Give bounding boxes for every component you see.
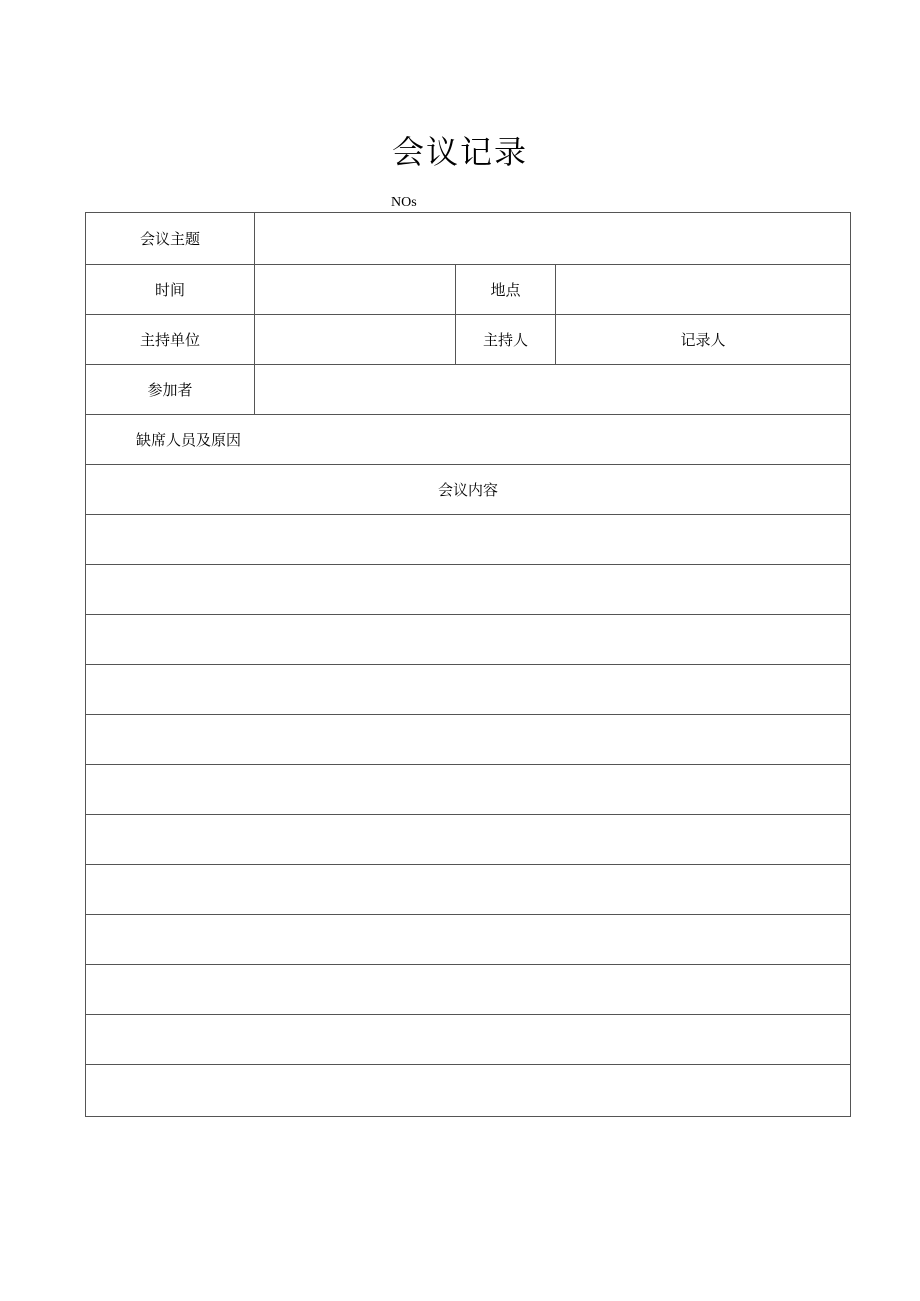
host-unit-field[interactable] <box>255 315 456 365</box>
attendees-row <box>86 365 851 415</box>
time-field[interactable] <box>255 265 456 315</box>
content-line-field[interactable] <box>86 765 851 815</box>
document-title: 会议记录 <box>391 133 528 171</box>
content-line <box>86 715 851 765</box>
host-unit-label: 主持单位 <box>86 315 255 365</box>
absentees-row <box>86 415 851 465</box>
location-label: 地点 <box>456 265 556 315</box>
content-line-field[interactable] <box>86 715 851 765</box>
content-line-field[interactable] <box>86 865 851 915</box>
content-line-field[interactable] <box>86 1065 851 1117</box>
host-row <box>86 315 851 365</box>
content-line-field[interactable] <box>86 615 851 665</box>
content-line <box>86 815 851 865</box>
time-location-row <box>86 265 851 315</box>
content-line <box>86 965 851 1015</box>
topic-row <box>86 213 851 265</box>
location-field[interactable] <box>556 265 851 315</box>
content-line-field[interactable] <box>86 915 851 965</box>
topic-field[interactable] <box>255 213 851 265</box>
time-label: 时间 <box>86 265 255 315</box>
content-line-field[interactable] <box>86 1015 851 1065</box>
content-line <box>86 915 851 965</box>
content-line-field[interactable] <box>86 565 851 615</box>
serial-number-label: NOs <box>391 195 417 210</box>
content-line <box>86 1065 851 1117</box>
content-line-field[interactable] <box>86 515 851 565</box>
recorder-label[interactable]: 记录人 <box>556 315 851 365</box>
content-line <box>86 565 851 615</box>
content-line-field[interactable] <box>86 665 851 715</box>
content-header-row <box>86 465 851 515</box>
topic-label: 会议主题 <box>86 213 255 265</box>
content-line <box>86 1015 851 1065</box>
content-line-field[interactable] <box>86 965 851 1015</box>
content-line <box>86 865 851 915</box>
content-label: 会议内容 <box>86 465 851 515</box>
attendees-field[interactable] <box>255 365 851 415</box>
meeting-record-form <box>85 212 851 1117</box>
attendees-label: 参加者 <box>86 365 255 415</box>
content-line <box>86 765 851 815</box>
content-line-field[interactable] <box>86 815 851 865</box>
host-label: 主持人 <box>456 315 556 365</box>
content-line <box>86 515 851 565</box>
absentees-label[interactable]: 缺席人员及原因 <box>86 415 851 465</box>
content-line <box>86 665 851 715</box>
content-line <box>86 615 851 665</box>
